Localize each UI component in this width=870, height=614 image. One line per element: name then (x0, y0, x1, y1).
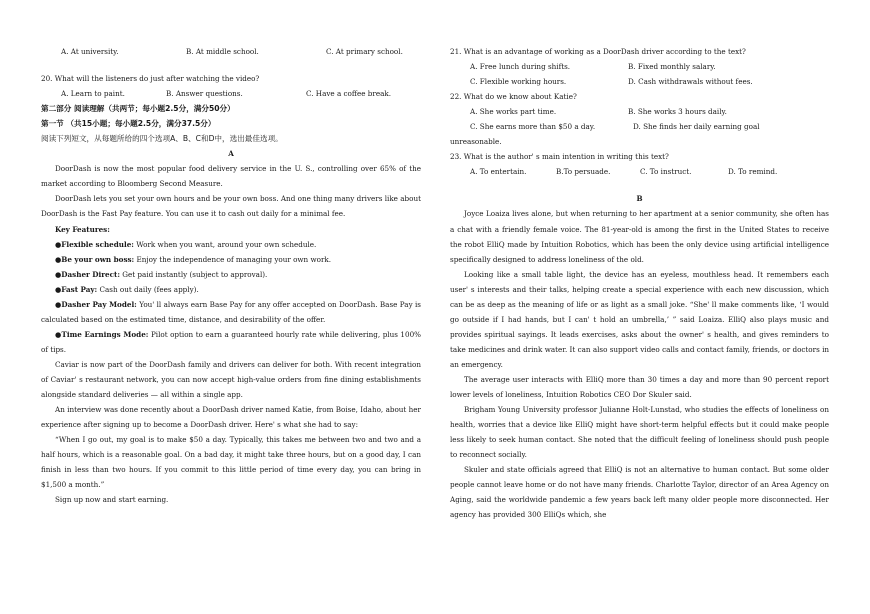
q22-option-c: C. She earns more than $50 a day. (470, 122, 596, 132)
q20-option-c: C. Have a coffee break. (306, 89, 392, 99)
right-column (450, 44, 829, 522)
feature-bullet: ● (55, 299, 62, 309)
q22-stem: 22. What do we know about Katie? (450, 92, 577, 102)
q23-option-b: B.To persuade. (556, 167, 611, 177)
q19-option-b: B. At middle school. (186, 47, 259, 56)
q19-options (41, 44, 421, 59)
q23-option-d: D. To remind. (728, 167, 778, 177)
feature-bullet: ● (55, 254, 62, 264)
q23-stem: 23. What is the author' s main intention in writing this text? (450, 152, 669, 162)
q21-options-row-2 (450, 74, 829, 89)
q21-option-a: A. Free lunch during shifts. (470, 62, 571, 72)
part2-title: 第二部分 阅读理解（共两节；每小题2.5分，满分50分） (41, 104, 235, 114)
passage-b-paragraph-3: The average user interacts with ElliQ more than 30 times a day and more than 90 percent report lower levels of loneliness, Intuition Robotics CEO Dor Skuler said. (450, 374, 829, 400)
q22-option-d-continued: unreasonable. (450, 137, 502, 147)
q22-option-d: D. She finds her daily earning goal (633, 122, 760, 132)
feature-text: Enjoy the independence of managing your own work. (134, 254, 332, 264)
feature-bullet: ● (55, 329, 62, 339)
q22-option-b: B. She works 3 hours daily. (628, 107, 727, 117)
q22-option-a: A. She works part time. (470, 107, 557, 117)
q20-stem: 20. What will the listeners do just after watching the video? (41, 74, 260, 84)
q20-option-b: B. Answer questions. (166, 89, 243, 99)
passage-b-label: B (636, 194, 643, 204)
feature-text: Work when you want, around your own schedule. (133, 239, 317, 249)
feature-time-earnings-mode (41, 327, 421, 357)
feature-fast-pay (41, 282, 421, 297)
feature-text: Cash out daily (fees apply). (97, 284, 199, 294)
q23-option-a: A. To entertain. (470, 167, 527, 177)
passage-a-closing: Sign up now and start earning. (55, 495, 169, 505)
feature-dasher-direct (41, 267, 421, 282)
feature-name: Flexible schedule: (61, 239, 134, 249)
q23-option-c: C. To instruct. (640, 167, 692, 177)
passage-b-paragraph-5: Skuler and state officials agreed that ElliQ is not an alternative to human contact. But some older people cannot leave home or do not have many friends. Charlotte Taylor, director of an Area Agency on Aging, said the worldwide pandemic a few years back left many older people more disconnected. Her agency has provided 300 ElliQs which, she (450, 465, 829, 520)
feature-name: Be your own boss: (61, 254, 135, 264)
feature-name: Fast Pay: (61, 284, 98, 294)
q19-option-a: A. At university. (61, 47, 119, 56)
q21-option-d: D. Cash withdrawals without fees. (628, 77, 753, 87)
feature-name: Dasher Direct: (61, 269, 120, 279)
passage-a-label: A (228, 149, 234, 159)
feature-flexible-schedule (41, 237, 421, 252)
q22-options-row-2 (450, 119, 829, 134)
q21-stem: 21. What is an advantage of working as a DoorDash driver according to the text? (450, 47, 746, 56)
feature-name: Time Earnings Mode: (61, 329, 149, 339)
q23-options (450, 164, 829, 179)
passage-b-paragraph-2: Looking like a small table light, the device has an eyeless, mouthless head. It remembers each user' s interests and their talks, helping create a special experience with each new discussion, which can be as deep as the meaning of life or as light as a small joke. “She' ll make comments like, ‘I would go outside if I had hands, but I can' t hold an umbrella,’ ” said Loaiza. ElliQ also plays music and provides spiritual sayings. It leads exercises, asks about the owner' s health, and gives reminders to take medicines and drink water. It can also support video calls and contact family, friends, or doctors in an emergency. (450, 269, 829, 369)
passage-b-paragraph-1: Joyce Loaiza lives alone, but when returning to her apartment at a senior community, she often has a chat with a friendly female voice. The 81-year-old is among the first in the United States to receive the robot ElliQ made by Intuition Robotics, which has been the only device using artificial intelligence specifically designed to address loneliness of the old. (450, 209, 829, 264)
feature-own-boss (41, 252, 421, 267)
q20-option-a: A. Learn to paint. (61, 89, 125, 99)
q20-options (41, 86, 421, 101)
feature-name: Dasher Pay Model: (61, 299, 137, 309)
passage-a-paragraph-3: Caviar is now part of the DoorDash family and drivers can deliver for both. With recent integration of Caviar' s restaurant network, you can now accept high-value orders from fine dining establishments alongside standard deliveries — all within a single app. (41, 359, 421, 400)
feature-dasher-pay-model (41, 297, 421, 327)
passage-a-paragraph-1: DoorDash is now the most popular food delivery service in the U. S., controlling over 65% of the market according to Bloomberg Second Measure. (41, 164, 421, 189)
passage-a-paragraph-2: DoorDash lets you set your own hours and be your own boss. And one thing many drivers like about DoorDash is the Fast Pay feature. You can use it to cash out daily for a minimal fee. (41, 194, 421, 219)
key-features-title: Key Features: (55, 224, 110, 234)
q21-options-row-1 (450, 59, 829, 74)
left-column (41, 44, 421, 507)
section1-title: 第一节 （共15小题；每小题2.5分，满分37.5分） (41, 119, 216, 129)
katie-quote: “When I go out, my goal is to make $50 a day. Typically, this takes me between two and two and a half hours, which is a reasonable goal. On a bad day, it might take three hours, but on a good day, I can finish in less than two hours. If you commit to this little period of time every day, you can bring in $1,500 a month.” (41, 435, 421, 490)
feature-bullet: ● (55, 284, 62, 294)
feature-bullet: ● (55, 239, 62, 249)
feature-text: Get paid instantly (subject to approval). (119, 269, 268, 279)
q21-option-c: C. Flexible working hours. (470, 77, 567, 87)
q22-options-row-1 (450, 104, 829, 119)
q21-option-b: B. Fixed monthly salary. (628, 62, 716, 72)
passage-a-paragraph-4: An interview was done recently about a DoorDash driver named Katie, from Boise, Idaho, about her experience after signing up to become a DoorDash driver. Here' s what she had to say: (41, 405, 421, 430)
passage-b-paragraph-4: Brigham Young University professor Julianne Holt-Lunstad, who studies the effects of loneliness on health, worries that a device like ElliQ might have short-term helpful effects but it could make people less likely to seek human contact. She noted that the difficult feeling of loneliness should push people to reconnect socially. (450, 405, 829, 460)
q19-option-c: C. At primary school. (326, 47, 403, 56)
feature-text: You' ll always earn Base Pay for any offer accepted on DoorDash. Base Pay is calculated based on the estimated time, distance, and desirability of the offer. (41, 299, 421, 324)
reading-instructions: 阅读下列短文，从每题所给的四个选项A、B、C和D中，选出最佳选项。 (41, 134, 283, 144)
feature-bullet: ● (55, 269, 62, 279)
feature-text: Pilot option to earn a guaranteed hourly rate while delivering, plus 100% of tips. (41, 329, 421, 354)
